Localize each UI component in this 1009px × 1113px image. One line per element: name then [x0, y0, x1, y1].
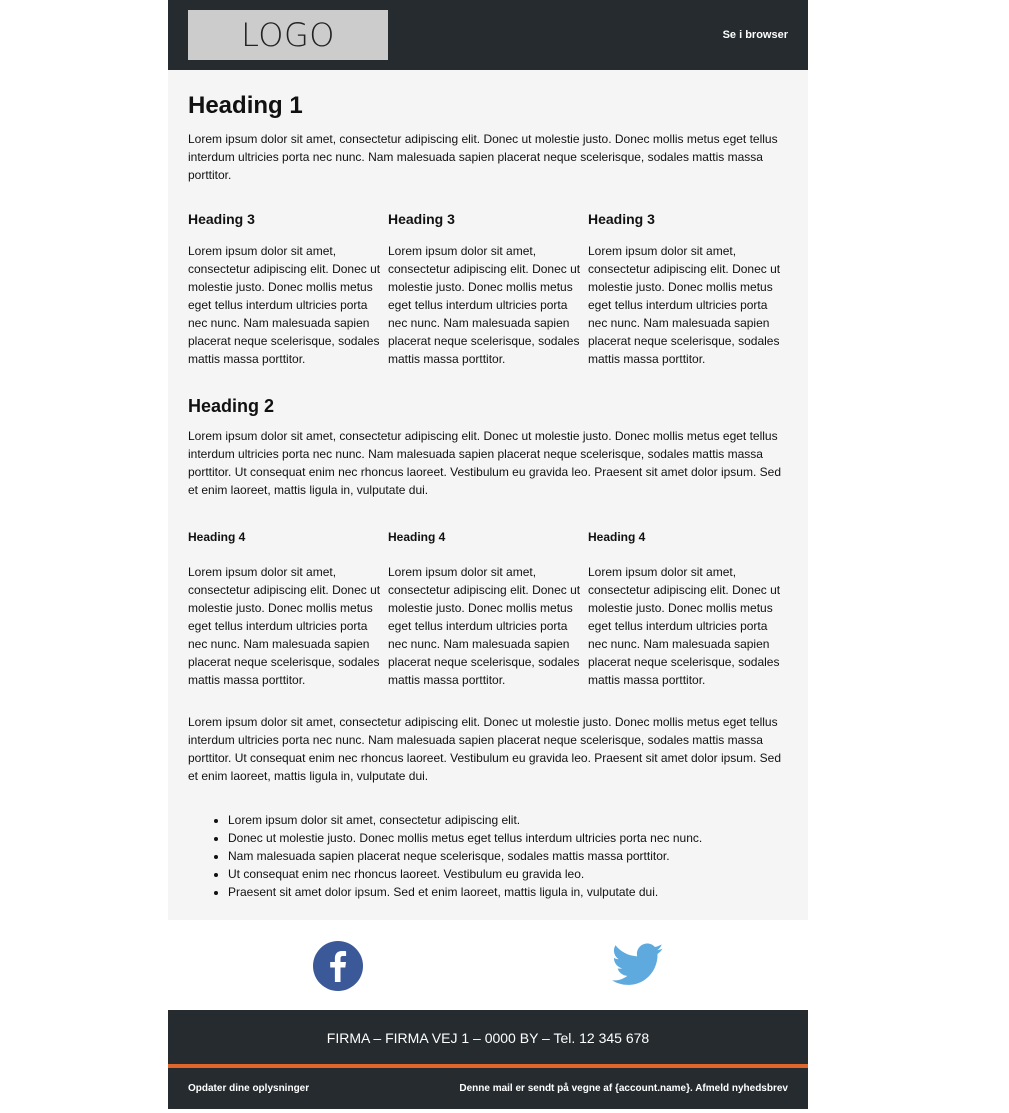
column-a-1	[188, 210, 388, 368]
column-b-2	[388, 529, 588, 689]
company-address: FIRMA – FIRMA VEJ 1 – 0000 BY – Tel. 12 345 678	[326, 1030, 650, 1046]
column-heading: Heading 4	[188, 530, 246, 544]
sent-on-behalf-text: Denne mail er sendt på vegne af {account.name}.	[459, 1083, 696, 1094]
view-in-browser-link[interactable]: Se i browser	[722, 29, 788, 41]
column-heading: Heading 3	[388, 211, 455, 227]
column-heading: Heading 4	[588, 530, 646, 544]
intro-paragraph: Lorem ipsum dolor sit amet, consectetur adipiscing elit. Donec ut molestie justo. Donec mollis metus eget tellus interdum ultricies porta nec nunc. Nam malesuada sapien placerat neque scelerisque, sodales mattis massa porttitor.	[188, 132, 778, 182]
email-content	[168, 70, 808, 920]
list-item: • Lorem ipsum dolor sit amet, consectetur adipiscing elit.	[228, 811, 788, 829]
heading-2-wrap	[188, 395, 788, 417]
list-item: • Nam malesuada sapien placerat neque scelerisque, sodales mattis massa porttitor.	[228, 847, 788, 865]
column-heading: Heading 3	[588, 211, 655, 227]
social-links	[168, 920, 808, 1010]
list-item: • Praesent sit amet dolor ipsum. Sed et enim laoreet, mattis ligula in, vulputate dui.	[228, 883, 788, 901]
footer-bar	[168, 1068, 808, 1109]
column-b-3	[588, 529, 788, 689]
column-text: Lorem ipsum dolor sit amet, consectetur adipiscing elit. Donec ut molestie justo. Donec mollis metus eget tellus interdum ultricies porta nec nunc. Nam malesuada sapien placerat neque scelerisque, sodales mattis massa porttitor.	[388, 565, 581, 687]
bullet-list	[188, 811, 788, 901]
column-b-1	[188, 529, 388, 689]
column-text: Lorem ipsum dolor sit amet, consectetur adipiscing elit. Donec ut molestie justo. Donec mollis metus eget tellus interdum ultricies porta nec nunc. Nam malesuada sapien placerat neque scelerisque, sodales mattis massa porttitor.	[388, 244, 581, 366]
column-text: Lorem ipsum dolor sit amet, consectetur adipiscing elit. Donec ut molestie justo. Donec mollis metus eget tellus interdum ultricies porta nec nunc. Nam malesuada sapien placerat neque scelerisque, sodales mattis massa porttitor.	[188, 565, 381, 687]
column-heading: Heading 4	[388, 530, 446, 544]
logo: LOGO	[188, 10, 388, 60]
list-item: • Ut consequat enim nec rhoncus laoreet. Vestibulum eu gravida leo.	[228, 865, 788, 883]
twitter-icon[interactable]	[612, 943, 664, 987]
unsubscribe-link[interactable]: Afmeld nyhedsbrev	[695, 1083, 788, 1094]
column-text: Lorem ipsum dolor sit amet, consectetur adipiscing elit. Donec ut molestie justo. Donec mollis metus eget tellus interdum ultricies porta nec nunc. Nam malesuada sapien placerat neque scelerisque, sodales mattis massa porttitor.	[188, 244, 381, 366]
column-a-2	[388, 210, 588, 368]
email-container	[168, 0, 808, 1109]
closing-paragraph: Lorem ipsum dolor sit amet, consectetur adipiscing elit. Donec ut molestie justo. Donec mollis metus eget tellus interdum ultricies porta nec nunc. Nam malesuada sapien placerat neque scelerisque, sodales mattis massa porttitor. Ut consequat enim nec rhoncus laoreet. Vestibulum eu gravida leo. Praesent sit amet dolor ipsum. Sed et enim laoreet, mattis ligula in, vulputate dui.	[188, 715, 781, 783]
heading-2: Heading 2	[188, 396, 275, 416]
column-text: Lorem ipsum dolor sit amet, consectetur adipiscing elit. Donec ut molestie justo. Donec mollis metus eget tellus interdum ultricies porta nec nunc. Nam malesuada sapien placerat neque scelerisque, sodales mattis massa porttitor.	[588, 565, 781, 687]
company-address-bar	[168, 1010, 808, 1068]
facebook-icon[interactable]	[313, 941, 363, 991]
three-column-section-b	[188, 529, 788, 689]
column-text: Lorem ipsum dolor sit amet, consectetur adipiscing elit. Donec ut molestie justo. Donec mollis metus eget tellus interdum ultricies porta nec nunc. Nam malesuada sapien placerat neque scelerisque, sodales mattis massa porttitor.	[588, 244, 781, 366]
email-header	[168, 0, 808, 70]
footer-notice	[459, 1083, 788, 1094]
section-2-paragraph: Lorem ipsum dolor sit amet, consectetur adipiscing elit. Donec ut molestie justo. Donec mollis metus eget tellus interdum ultricies porta nec nunc. Nam malesuada sapien placerat neque scelerisque, sodales mattis massa porttitor. Ut consequat enim nec rhoncus laoreet. Vestibulum eu gravida leo. Praesent sit amet dolor ipsum. Sed et enim laoreet, mattis ligula in, vulputate dui.	[188, 429, 781, 497]
column-a-3	[588, 210, 788, 368]
heading-1: Heading 1	[188, 92, 303, 119]
update-info-link[interactable]: Opdater dine oplysninger	[188, 1083, 310, 1094]
three-column-section-a	[188, 210, 788, 368]
column-heading: Heading 3	[188, 211, 255, 227]
list-item: • Donec ut molestie justo. Donec mollis metus eget tellus interdum ultricies porta nec nunc.	[228, 829, 788, 847]
